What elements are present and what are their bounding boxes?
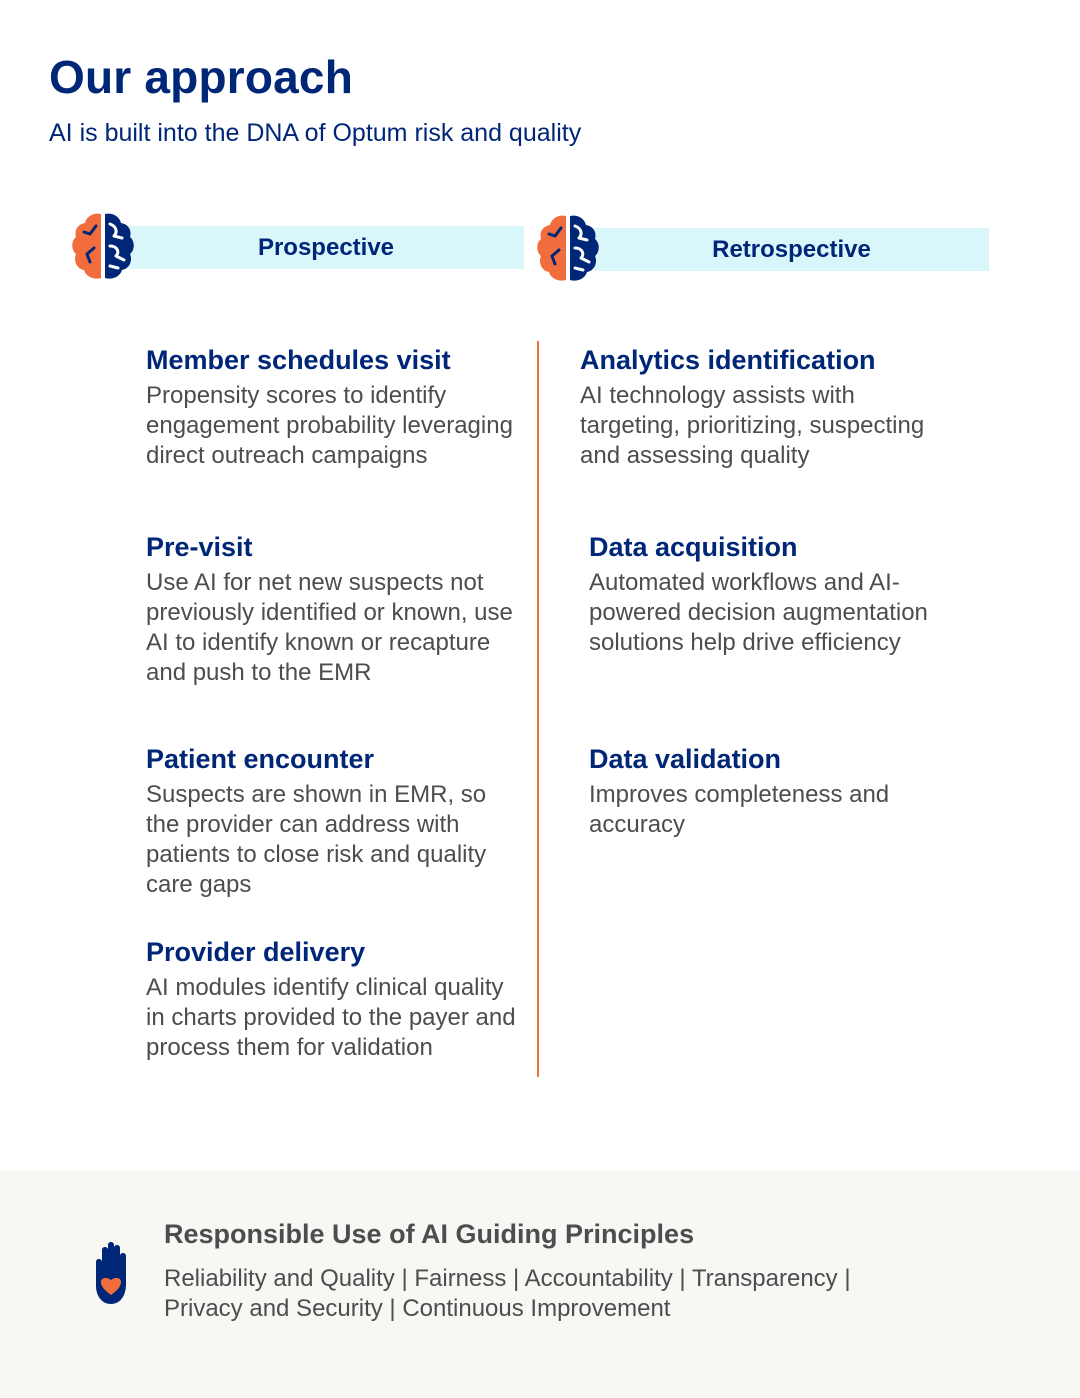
step-patient-encounter: [146, 742, 516, 900]
step-member-schedules-visit: [146, 343, 516, 471]
hand-heart-icon: [90, 1240, 136, 1306]
step-title: Pre-visit: [146, 532, 253, 562]
step-text: AI modules identify clinical quality in charts provided to the payer and process them for validation: [146, 974, 516, 1061]
column-divider: [537, 341, 539, 1077]
step-data-acquisition: [589, 530, 954, 658]
retrospective-header-band: [594, 228, 989, 271]
step-title: Patient encounter: [146, 744, 375, 774]
brain-icon: [535, 212, 601, 284]
step-text: Propensity scores to identify engagement probability leveraging direct outreach campaigns: [146, 382, 513, 469]
prospective-header-band: [128, 226, 524, 269]
brain-icon: [70, 210, 136, 282]
step-text: Use AI for net new suspects not previously identified or known, use AI to identify known or recapture and push to the EMR: [146, 569, 513, 686]
step-text: AI technology assists with targeting, prioritizing, suspecting and assessing quality: [580, 382, 925, 469]
step-title: Data acquisition: [589, 532, 798, 562]
retrospective-label: Retrospective: [712, 235, 871, 263]
step-data-validation: [589, 742, 929, 840]
step-text: Suspects are shown in EMR, so the provider can address with patients to close risk and quality care gaps: [146, 781, 487, 898]
page-subtitle: AI is built into the DNA of Optum risk and quality: [49, 119, 582, 147]
step-title: Provider delivery: [146, 937, 366, 967]
page-title: Our approach: [49, 51, 354, 103]
step-provider-delivery: [146, 935, 516, 1063]
step-text: Automated workflows and AI-powered decision augmentation solutions help drive efficiency: [589, 569, 928, 656]
principles-title: Responsible Use of AI Guiding Principles: [164, 1219, 695, 1249]
step-pre-visit: [146, 530, 516, 688]
step-analytics-identification: [580, 343, 950, 471]
principles-list: Reliability and Quality | Fairness | Accountability | Transparency | Privacy and Security | Continuous Improvement: [164, 1265, 851, 1322]
step-text: Improves completeness and accuracy: [589, 781, 890, 838]
prospective-label: Prospective: [257, 233, 395, 261]
step-title: Member schedules visit: [146, 345, 451, 375]
step-title: Data validation: [589, 744, 782, 774]
step-title: Analytics identification: [580, 345, 876, 375]
